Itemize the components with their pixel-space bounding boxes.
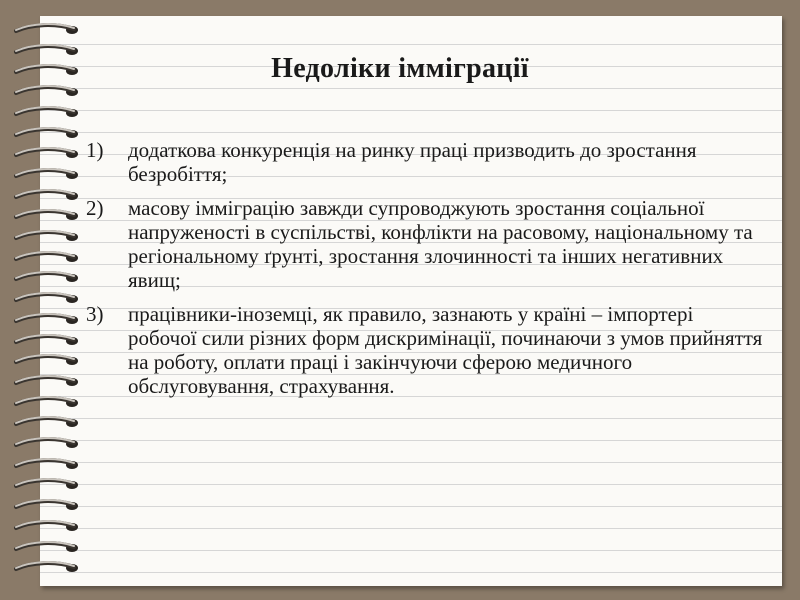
list-item-text: масову імміграцію завжди супроводжують зростання соціальної напруженості в суспільстві, конфлікти на расовому, національному та регіональному ґрунті, зростання злочинності та інших негативних явищ; xyxy=(128,196,753,292)
list-item-number: 3) xyxy=(86,302,104,326)
binding-ring xyxy=(12,436,80,450)
binding-ring xyxy=(12,333,80,347)
binding-ring xyxy=(12,498,80,512)
binding-ring xyxy=(12,540,80,554)
slide-title: Недоліки імміграції xyxy=(271,53,529,84)
binding-ring xyxy=(12,270,80,284)
list-item xyxy=(86,196,766,292)
binding-ring xyxy=(12,126,80,140)
disadvantages-list xyxy=(86,138,766,408)
list-item xyxy=(86,302,766,398)
binding-ring xyxy=(12,415,80,429)
binding-ring xyxy=(12,229,80,243)
binding-ring xyxy=(12,84,80,98)
binding-ring xyxy=(12,188,80,202)
binding-ring xyxy=(12,477,80,491)
binding-ring xyxy=(12,395,80,409)
binding-ring xyxy=(12,374,80,388)
binding-ring xyxy=(12,519,80,533)
binding-ring xyxy=(12,291,80,305)
binding-ring xyxy=(12,312,80,326)
binding-ring xyxy=(12,146,80,160)
list-item-number: 1) xyxy=(86,138,104,162)
binding-ring xyxy=(12,105,80,119)
binding-ring xyxy=(12,353,80,367)
list-item xyxy=(86,138,766,186)
binding-ring xyxy=(12,167,80,181)
list-item-text: додаткова конкуренція на ринку праці призводить до зростання безробіття; xyxy=(128,138,697,186)
binding-ring xyxy=(12,560,80,574)
binding-ring xyxy=(12,457,80,471)
binding-ring xyxy=(12,250,80,264)
binding-ring xyxy=(12,208,80,222)
binding-ring xyxy=(12,22,80,36)
list-item-text: працівники-іноземці, як правило, зазнають у країні – імпортері робочої сили різних форм дискримінації, починаючи з умов прийняття на роботу, оплати праці і закінчуючи сферою медичного обслуговування, страхування. xyxy=(128,302,763,398)
list-item-number: 2) xyxy=(86,196,104,220)
